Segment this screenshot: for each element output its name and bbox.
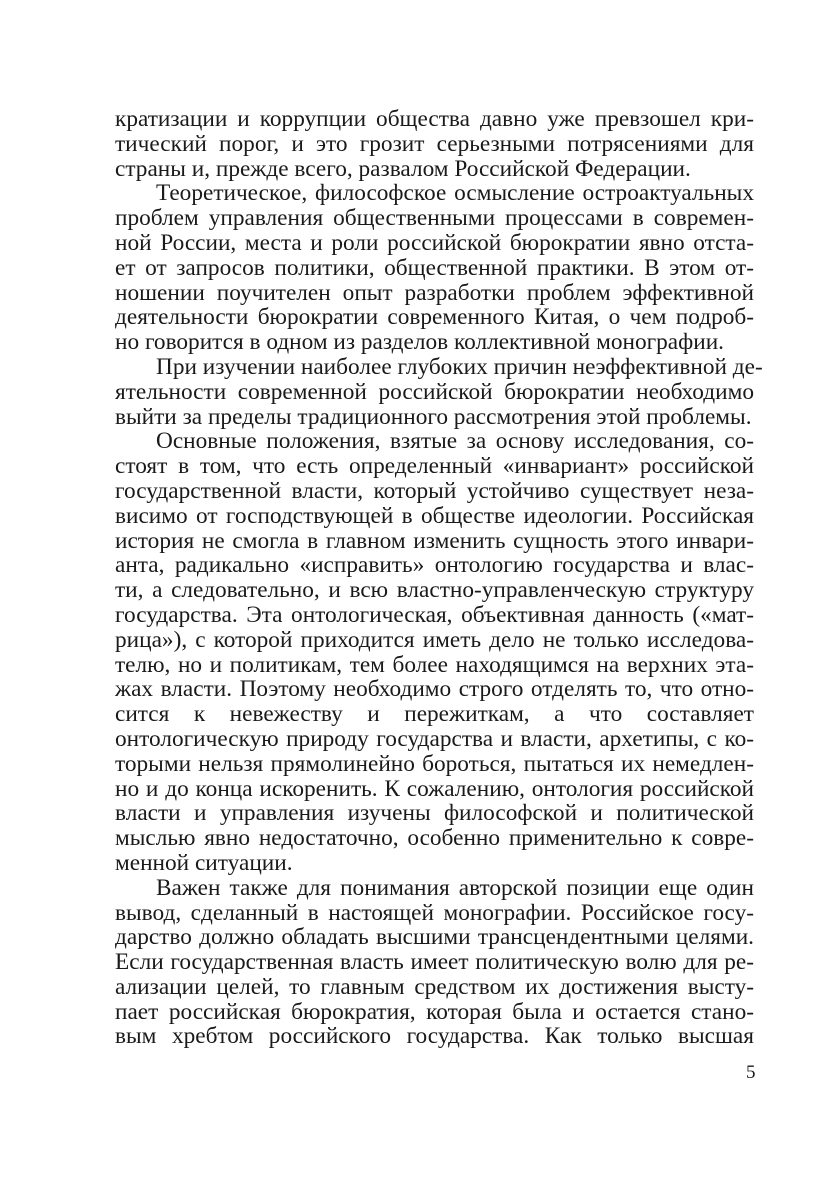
- text-line: Теоретическое, философское осмысление остроактуальных: [156, 180, 754, 207]
- text-line: вывод, сделанный в настоящей монографии. Российское госу-: [115, 899, 754, 926]
- paragraph: [115, 876, 754, 1050]
- text-line: деятельности бюрократии современного Китая, о чем подроб-: [115, 304, 754, 331]
- text-line: но и до конца искоренить. К сожалению, онтология российской: [115, 775, 754, 802]
- text-line: ношении поучителен опыт разработки проблем эффективной: [115, 279, 754, 306]
- text-line: рица»), с которой приходится иметь дело не только исследова-: [115, 626, 754, 653]
- text-line: ет от запросов политики, общественной практики. В этом от-: [115, 254, 754, 281]
- text-line: Если государственная власть имеет политическую волю для ре-: [115, 949, 754, 976]
- text-line: анта, радикально «исправить» онтологию государства и влас-: [115, 552, 754, 579]
- text-line: ятельности современной российской бюрократии необходимо: [115, 378, 754, 405]
- text-line: стоят в том, что есть определенный «инвариант» российской: [115, 453, 754, 480]
- text-line: При изучении наиболее глубоких причин неэффективной де-: [156, 353, 763, 380]
- text-line: сится к невежеству и пережиткам, а что составляет: [115, 701, 754, 728]
- text-line: проблем управления общественными процессами в современ-: [115, 205, 754, 232]
- page-number: 5: [746, 1062, 756, 1083]
- text-line: власти и управления изучены философской и политической: [115, 800, 754, 827]
- text-line: менной ситуации.: [115, 849, 293, 876]
- paragraph: [115, 107, 754, 181]
- text-line: государства. Эта онтологическая, объективная данность («мат-: [115, 601, 754, 628]
- text-line: ализации целей, то главным средством их достижения высту-: [115, 973, 754, 1000]
- paragraph: [115, 181, 754, 355]
- text-line: история не смогла в главном изменить сущность этого инвари-: [115, 527, 754, 554]
- text-line: онтологическую природу государства и власти, архетипы, с ко-: [115, 725, 754, 752]
- text-line: вым хребтом российского государства. Как только высшая: [115, 1023, 754, 1050]
- text-line: торыми нельзя прямолинейно бороться, пытаться их немедлен-: [115, 750, 754, 777]
- paragraph: [115, 429, 754, 875]
- paragraph: [115, 353, 763, 430]
- text-line: пает российская бюрократия, которая была и остается стано-: [115, 998, 754, 1025]
- text-line: государственной власти, который устойчиво существует неза-: [115, 477, 754, 504]
- text-line: тический порог, и это грозит серьезными потрясениями для: [115, 130, 754, 157]
- body-text: [115, 106, 763, 1050]
- text-line: Важен также для понимания авторской позиции еще один: [156, 874, 754, 901]
- text-line: выйти за пределы традиционного рассмотрения этой проблемы.: [115, 403, 752, 430]
- text-line: кратизации и коррупции общества давно уже превзошел кри-: [115, 106, 754, 132]
- text-line: но говорится в одном из разделов коллективной монографии.: [115, 329, 725, 356]
- text-line: висимо от господствующей в обществе идеологии. Российская: [115, 502, 754, 529]
- text-line: Основные положения, взятые за основу исследования, со-: [156, 428, 754, 455]
- text-line: мыслью явно недостаточно, особенно применительно к совре-: [115, 825, 754, 852]
- text-line: жах власти. Поэтому необходимо строго отделять то, что отно-: [115, 676, 754, 703]
- text-line: страны и, прежде всего, развалом Российской Федерации.: [115, 155, 691, 182]
- text-line: ти, а следовательно, и всю властно-управленческую структуру: [115, 577, 754, 604]
- text-line: телю, но и политикам, тем более находящимся на верхних эта-: [115, 651, 754, 678]
- text-line: ной России, места и роли российской бюрократии явно отста-: [115, 229, 754, 256]
- text-line: дарство должно обладать высшими трансцендентными целями.: [115, 924, 754, 951]
